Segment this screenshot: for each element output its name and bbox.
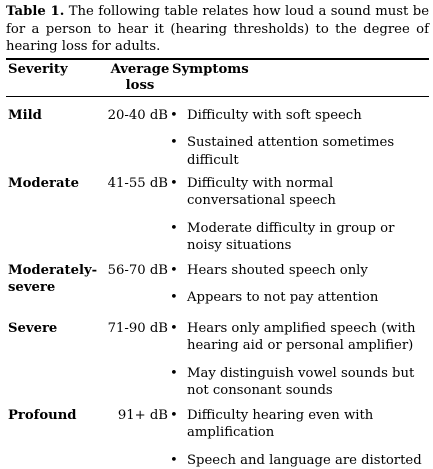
symptom-item — [176, 289, 429, 307]
table-row — [6, 320, 429, 407]
symptom-item — [176, 262, 429, 280]
symptom-text: Speech and language are distorted — [187, 453, 422, 468]
severity-cell: Moderate — [8, 175, 106, 193]
caption-label: Table 1. — [6, 4, 64, 19]
severity-cell: Moderately-severe — [8, 262, 106, 297]
symptom-text: Difficulty with soft speech — [187, 108, 362, 123]
table-header — [6, 60, 429, 96]
symptom-text: May distinguish vowel sounds but not consonant sounds — [187, 366, 414, 399]
bullet-icon: • — [170, 107, 178, 125]
loss-cell: 41-55 dB — [100, 175, 168, 193]
symptom-text: Hears only amplified speech (with hearing aid or personal amplifier) — [187, 321, 416, 354]
symptom-text: Moderate difficulty in group or noisy situations — [187, 221, 394, 254]
loss-cell: 71-90 dB — [100, 320, 168, 338]
header-severity: Severity — [8, 62, 68, 79]
bullet-icon: • — [170, 289, 178, 307]
bullet-icon: • — [170, 262, 178, 280]
symptom-text: Difficulty hearing even with amplification — [187, 408, 373, 441]
symptom-item — [176, 452, 429, 469]
table-row — [6, 175, 429, 262]
symptom-item — [176, 175, 429, 210]
bullet-icon: • — [170, 407, 178, 425]
symptom-text: Sustained attention sometimes difficult — [187, 135, 394, 168]
table-row — [6, 407, 429, 467]
symptom-item — [176, 107, 429, 125]
bullet-icon: • — [170, 134, 178, 152]
bullet-icon: • — [170, 452, 178, 469]
symptom-item — [176, 407, 429, 442]
symptom-text: Hears shouted speech only — [187, 263, 368, 278]
table-row — [6, 262, 429, 320]
severity-cell: Severe — [8, 320, 106, 338]
bullet-icon: • — [170, 220, 178, 238]
caption-text: The following table relates how loud a sound must be for a person to hear it (hearing thresholds) to the degree of hearing loss for adults. — [6, 4, 429, 54]
bullet-icon: • — [170, 365, 178, 383]
symptom-item — [176, 134, 429, 169]
loss-cell: 56-70 dB — [100, 262, 168, 280]
loss-cell: 91+ dB — [100, 407, 168, 425]
severity-cell: Mild — [8, 107, 106, 125]
symptom-item — [176, 220, 429, 255]
symptom-text: Difficulty with normal conversational speech — [187, 176, 336, 209]
table-caption — [6, 3, 429, 56]
severity-cell: Profound — [8, 407, 106, 425]
loss-cell: 20-40 dB — [100, 107, 168, 125]
table-body — [6, 97, 429, 467]
bullet-icon: • — [170, 320, 178, 338]
symptom-item — [176, 365, 429, 400]
table-row — [6, 107, 429, 175]
symptom-item — [176, 320, 429, 355]
header-average-loss: Average loss — [110, 62, 170, 95]
symptom-text: Appears to not pay attention — [187, 290, 378, 305]
bullet-icon: • — [170, 175, 178, 193]
header-symptoms: Symptoms — [172, 62, 249, 79]
